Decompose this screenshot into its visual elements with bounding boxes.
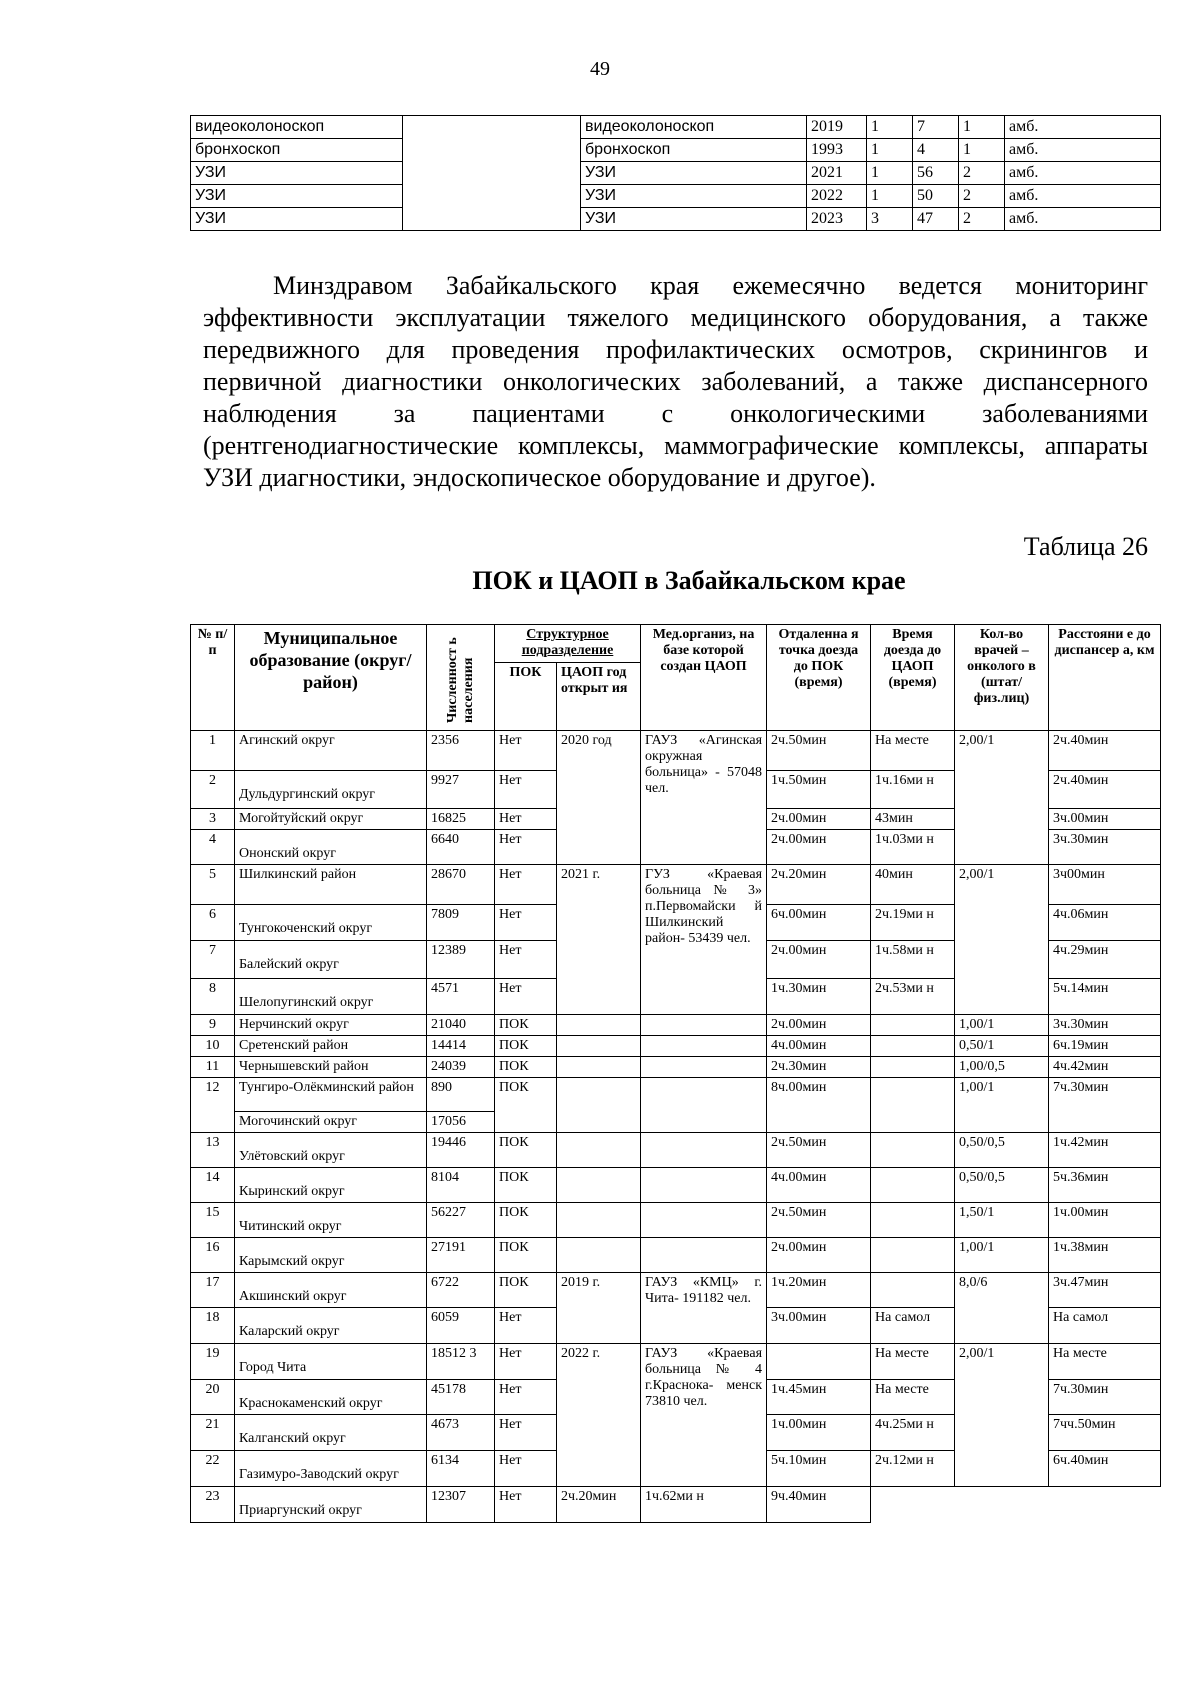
- remote-point-time: 2ч.00мин: [767, 830, 871, 865]
- equipment-count: 1: [867, 139, 913, 162]
- equipment-name: видеоколоноскоп: [191, 116, 403, 139]
- row-number: 17: [191, 1273, 235, 1308]
- caop-year: [557, 1015, 641, 1036]
- equipment-year: 2023: [807, 208, 867, 231]
- pok-status: Нет: [495, 731, 557, 771]
- pok-status: Нет: [495, 1308, 557, 1344]
- distance-to-dispensary: 1ч.42мин: [1049, 1133, 1161, 1168]
- equipment-name: УЗИ: [191, 208, 403, 231]
- equipment-row: [191, 208, 1161, 231]
- population: 19446: [427, 1133, 495, 1168]
- equipment-mode: амб.: [1005, 116, 1161, 139]
- pok-status: Нет: [495, 830, 557, 865]
- pok-status: ПОК: [495, 1133, 557, 1168]
- table-row: [191, 1015, 1161, 1036]
- medical-organization: ГАУЗ «КМЦ» г. Чита- 191182 чел.: [641, 1273, 767, 1344]
- oncologists-count: 8,0/6: [955, 1273, 1049, 1344]
- row-number: 13: [191, 1133, 235, 1168]
- caop-year: 2022 г.: [557, 1344, 641, 1487]
- caop-year: 2019 г.: [557, 1273, 641, 1344]
- population: 2356: [427, 731, 495, 771]
- travel-time: 2ч.12ми н: [871, 1451, 955, 1487]
- table-row: [191, 1078, 1161, 1112]
- pok-status: ПОК: [495, 1036, 557, 1057]
- remote-point-time: 1ч.45мин: [767, 1380, 871, 1415]
- caop-year: [557, 1168, 641, 1203]
- oncologists-count: 2,00/1: [955, 865, 1049, 1015]
- distance-to-dispensary: 7ч.30мин: [1049, 1078, 1161, 1133]
- municipality-name: Краснокаменский округ: [235, 1380, 427, 1415]
- row-number: 11: [191, 1057, 235, 1078]
- row-number: 4: [191, 830, 235, 865]
- equipment-name: бронхоскоп: [581, 139, 807, 162]
- row-number: 14: [191, 1168, 235, 1203]
- distance-to-dispensary: 2ч.40мин: [1049, 771, 1161, 809]
- municipality-name: Балейский округ: [235, 941, 427, 979]
- distance-to-dispensary: 2ч.40мин: [1049, 731, 1161, 771]
- medical-organization: [641, 1168, 767, 1203]
- travel-time: 2ч.19ми н: [871, 905, 955, 941]
- equipment-mode: амб.: [1005, 162, 1161, 185]
- caop-year: [557, 1133, 641, 1168]
- oncologists-count: 1,00/1: [955, 1078, 1049, 1133]
- municipality-name: Тунгиро-Олёкминский район: [235, 1078, 427, 1112]
- remote-point-time: 2ч.20мин: [557, 1487, 641, 1523]
- travel-time: [871, 1015, 955, 1036]
- remote-point-time: 2ч.50мин: [767, 1133, 871, 1168]
- equipment-value: 2: [959, 185, 1005, 208]
- population: 12307: [427, 1487, 495, 1523]
- population: 21040: [427, 1015, 495, 1036]
- caop-year: 2020 год: [557, 731, 641, 865]
- equipment-value: 1: [959, 139, 1005, 162]
- remote-point-time: 5ч.10мин: [767, 1451, 871, 1487]
- table-row: [191, 1036, 1161, 1057]
- travel-time: [871, 1238, 955, 1273]
- header-medorg: Мед.организ, на базе которой создан ЦАОП: [641, 625, 767, 731]
- equipment-name: УЗИ: [191, 185, 403, 208]
- travel-time: На месте: [871, 731, 955, 771]
- municipality-name: Акшинский округ: [235, 1273, 427, 1308]
- distance-to-dispensary: 5ч.14мин: [1049, 979, 1161, 1015]
- pok-status: ПОК: [495, 1168, 557, 1203]
- pok-status: Нет: [495, 1415, 557, 1451]
- medical-organization: [641, 1238, 767, 1273]
- remote-point-time: 1ч.00мин: [767, 1415, 871, 1451]
- equipment-row: [191, 162, 1161, 185]
- row-number: 20: [191, 1380, 235, 1415]
- caop-year: 2021 г.: [557, 865, 641, 1015]
- page-number: 49: [590, 58, 610, 80]
- pok-status: Нет: [495, 771, 557, 809]
- remote-point-time: 3ч.00мин: [767, 1308, 871, 1344]
- equipment-year: 2021: [807, 162, 867, 185]
- municipality-name: Ононский округ: [235, 830, 427, 865]
- distance-to-dispensary: 1ч.00мин: [1049, 1203, 1161, 1238]
- equipment-name: УЗИ: [191, 162, 403, 185]
- table-row: [191, 731, 1161, 771]
- table-row: [191, 1133, 1161, 1168]
- equipment-count: 1: [867, 185, 913, 208]
- remote-point-time: 2ч.00мин: [767, 1238, 871, 1273]
- remote-point-time: 1ч.20мин: [767, 1273, 871, 1308]
- population: 17056: [427, 1112, 495, 1133]
- population: 24039: [427, 1057, 495, 1078]
- pok-status: Нет: [495, 979, 557, 1015]
- equipment-mode: амб.: [1005, 185, 1161, 208]
- distance-to-dispensary: 4ч.06мин: [1049, 905, 1161, 941]
- equipment-name: УЗИ: [581, 162, 807, 185]
- travel-time: [871, 1133, 955, 1168]
- body-paragraph: Минздравом Забайкальского края ежемесячно ведется мониторинг эффективности эксплуатации тяжелого медицинского оборудования, а также передвижного для проведения профилактических осмотров, скринингов и первичной диагностики онкологических заболеваний, а также диспансерного наблюдения за пациентами с онкологическими заболеваниями (рентгенодиагностические комплексы, маммографические комплексы, аппараты УЗИ диагностики, эндоскопическое оборудование и другое).: [203, 271, 1148, 492]
- municipality-name: Нерчинский округ: [235, 1015, 427, 1036]
- oncologists-count: 0,50/1: [955, 1036, 1049, 1057]
- row-number: 23: [191, 1487, 235, 1523]
- oncologists-count: 2,00/1: [955, 731, 1049, 865]
- municipality-name: Могойтуйский округ: [235, 809, 427, 830]
- empty-cell: [403, 116, 581, 231]
- population: 6059: [427, 1308, 495, 1344]
- municipality-name: Каларский округ: [235, 1308, 427, 1344]
- municipality-name: Чернышевский район: [235, 1057, 427, 1078]
- caop-year: [557, 1078, 641, 1133]
- municipality-name: Кыринский округ: [235, 1168, 427, 1203]
- pok-status: ПОК: [495, 1203, 557, 1238]
- header-municipality: Муниципальное образование (округ/район): [235, 625, 427, 731]
- remote-point-time: 2ч.00мин: [767, 1015, 871, 1036]
- oncologists-count: 1,00/0,5: [955, 1057, 1049, 1078]
- row-number: 1: [191, 731, 235, 771]
- equipment-mode: амб.: [1005, 208, 1161, 231]
- municipality-name: Калганский округ: [235, 1415, 427, 1451]
- distance-to-dispensary: 3ч.30мин: [1049, 1015, 1161, 1036]
- distance-to-dispensary: 6ч.40мин: [1049, 1451, 1161, 1487]
- equipment-count: 1: [867, 162, 913, 185]
- municipality-name: Город Чита: [235, 1344, 427, 1380]
- population: 27191: [427, 1238, 495, 1273]
- travel-time: [871, 1168, 955, 1203]
- population: 6640: [427, 830, 495, 865]
- municipality-name: Улётовский округ: [235, 1133, 427, 1168]
- row-number: 19: [191, 1344, 235, 1380]
- medical-organization: ГАУЗ «Краевая больница № 4 г.Краснока- менск 73810 чел.: [641, 1344, 767, 1487]
- municipality-name: Агинский округ: [235, 731, 427, 771]
- header-travel-time: Время доезда до ЦАОП (время): [871, 625, 955, 731]
- travel-time: [871, 1203, 955, 1238]
- travel-time: [871, 1057, 955, 1078]
- remote-point-time: 1ч.50мин: [767, 771, 871, 809]
- travel-time: На самол: [871, 1308, 955, 1344]
- population: 4571: [427, 979, 495, 1015]
- row-number: 18: [191, 1308, 235, 1344]
- remote-point-time: [767, 1344, 871, 1380]
- remote-point-time: 2ч.00мин: [767, 941, 871, 979]
- pok-status: Нет: [495, 941, 557, 979]
- equipment-count: 3: [867, 208, 913, 231]
- population: 8104: [427, 1168, 495, 1203]
- equipment-row: [191, 116, 1161, 139]
- equipment-value: 7: [913, 116, 959, 139]
- travel-time: На месте: [871, 1380, 955, 1415]
- table-number: Таблица 26: [1023, 532, 1148, 561]
- pok-status: Нет: [495, 865, 557, 905]
- remote-point-time: 8ч.00мин: [767, 1078, 871, 1133]
- medical-organization: [641, 1133, 767, 1168]
- table-row: [191, 1344, 1161, 1380]
- municipality-name: Читинский округ: [235, 1203, 427, 1238]
- row-number: 21: [191, 1415, 235, 1451]
- distance-to-dispensary: 3ч.00мин: [1049, 809, 1161, 830]
- oncologists-count: 0,50/0,5: [955, 1133, 1049, 1168]
- pok-status: Нет: [495, 1344, 557, 1380]
- travel-time: 43мин: [871, 809, 955, 830]
- travel-time: 40мин: [871, 865, 955, 905]
- municipality-name: Шелопугинский округ: [235, 979, 427, 1015]
- distance-to-dispensary: 9ч.40мин: [767, 1487, 871, 1523]
- pok-status: Нет: [495, 1451, 557, 1487]
- equipment-value: 2: [959, 162, 1005, 185]
- table-row: [191, 1273, 1161, 1308]
- pok-status: Нет: [495, 1487, 557, 1523]
- equipment-mode: амб.: [1005, 139, 1161, 162]
- row-number: 8: [191, 979, 235, 1015]
- distance-to-dispensary: 3ч00мин: [1049, 865, 1161, 905]
- remote-point-time: 4ч.00мин: [767, 1168, 871, 1203]
- remote-point-time: 2ч.50мин: [767, 731, 871, 771]
- pok-status: Нет: [495, 809, 557, 830]
- equipment-table: [190, 115, 1161, 231]
- population: 14414: [427, 1036, 495, 1057]
- distance-to-dispensary: 7чч.50мин: [1049, 1415, 1161, 1451]
- distance-to-dispensary: 3ч.30мин: [1049, 830, 1161, 865]
- row-number: 10: [191, 1036, 235, 1057]
- equipment-name: бронхоскоп: [191, 139, 403, 162]
- oncologists-count: 1,00/1: [955, 1238, 1049, 1273]
- travel-time: 1ч.62ми н: [641, 1487, 767, 1523]
- distance-to-dispensary: 5ч.36мин: [1049, 1168, 1161, 1203]
- pok-status: Нет: [495, 905, 557, 941]
- oncologists-count: 0,50/0,5: [955, 1168, 1049, 1203]
- main-table: [190, 624, 1161, 1523]
- oncologists-count: 2,00/1: [955, 1344, 1049, 1487]
- municipality-name: Шилкинский район: [235, 865, 427, 905]
- travel-time: 4ч.25ми н: [871, 1415, 955, 1451]
- remote-point-time: 2ч.50мин: [767, 1203, 871, 1238]
- pok-status: ПОК: [495, 1057, 557, 1078]
- municipality-name: Могочинский округ: [235, 1112, 427, 1133]
- row-number: 9: [191, 1015, 235, 1036]
- row-number: 7: [191, 941, 235, 979]
- population: 28670: [427, 865, 495, 905]
- population: 9927: [427, 771, 495, 809]
- equipment-value: 4: [913, 139, 959, 162]
- travel-time: [871, 1273, 955, 1308]
- distance-to-dispensary: На самол: [1049, 1308, 1161, 1344]
- equipment-name: видеоколоноскоп: [581, 116, 807, 139]
- remote-point-time: 1ч.30мин: [767, 979, 871, 1015]
- caop-year: [557, 1057, 641, 1078]
- caop-year: [557, 1036, 641, 1057]
- population: 7809: [427, 905, 495, 941]
- row-number: 16: [191, 1238, 235, 1273]
- header-structural: Структурное подразделение: [495, 625, 641, 663]
- equipment-row: [191, 185, 1161, 208]
- distance-to-dispensary: 3ч.47мин: [1049, 1273, 1161, 1308]
- medical-organization: [641, 1015, 767, 1036]
- equipment-value: 56: [913, 162, 959, 185]
- row-number: 6: [191, 905, 235, 941]
- municipality-name: Дульдургинский округ: [235, 771, 427, 809]
- municipality-name: Приаргунский округ: [235, 1487, 427, 1523]
- remote-point-time: 2ч.00мин: [767, 809, 871, 830]
- table-row: [191, 1203, 1161, 1238]
- travel-time: На месте: [871, 1344, 955, 1380]
- medical-organization: ГУЗ «Краевая больница № 3» п.Первомайски й Шилкинский район- 53439 чел.: [641, 865, 767, 1015]
- equipment-value: 1: [959, 116, 1005, 139]
- population: 16825: [427, 809, 495, 830]
- travel-time: 1ч.58ми н: [871, 941, 955, 979]
- table-row: [191, 865, 1161, 905]
- equipment-year: 1993: [807, 139, 867, 162]
- equipment-count: 1: [867, 116, 913, 139]
- distance-to-dispensary: 4ч.42мин: [1049, 1057, 1161, 1078]
- table-row: [191, 1487, 1161, 1523]
- municipality-name: Газимуро-Заводский округ: [235, 1451, 427, 1487]
- oncologists-count: 1,50/1: [955, 1203, 1049, 1238]
- equipment-value: 50: [913, 185, 959, 208]
- remote-point-time: 2ч.30мин: [767, 1057, 871, 1078]
- travel-time: [871, 1036, 955, 1057]
- header-pok: ПОК: [495, 663, 557, 731]
- municipality-name: Сретенский район: [235, 1036, 427, 1057]
- population: 12389: [427, 941, 495, 979]
- medical-organization: [641, 1036, 767, 1057]
- travel-time: 1ч.03ми н: [871, 830, 955, 865]
- travel-time: [871, 1078, 955, 1133]
- pok-status: ПОК: [495, 1238, 557, 1273]
- header-doctors: Кол-во врачей – онколого в (штат/ физ.лиц): [955, 625, 1049, 731]
- pok-status: ПОК: [495, 1015, 557, 1036]
- remote-point-time: 6ч.00мин: [767, 905, 871, 941]
- distance-to-dispensary: 1ч.38мин: [1049, 1238, 1161, 1273]
- table-row: [191, 1238, 1161, 1273]
- pok-status: Нет: [495, 1380, 557, 1415]
- row-number: 2: [191, 771, 235, 809]
- population: 18512 3: [427, 1344, 495, 1380]
- remote-point-time: 2ч.20мин: [767, 865, 871, 905]
- header-population: Численност ь населения: [427, 625, 495, 731]
- pok-status: ПОК: [495, 1078, 557, 1133]
- remote-point-time: 4ч.00мин: [767, 1036, 871, 1057]
- distance-to-dispensary: На месте: [1049, 1344, 1161, 1380]
- oncologists-count: 1,00/1: [955, 1015, 1049, 1036]
- equipment-value: 47: [913, 208, 959, 231]
- medical-organization: [641, 1203, 767, 1238]
- medical-organization: ГАУЗ «Агинская окружная больница» - 57048 чел.: [641, 731, 767, 865]
- header-caop-year: ЦАОП год открыт ия: [557, 663, 641, 731]
- population: 6134: [427, 1451, 495, 1487]
- table-row: [191, 1168, 1161, 1203]
- municipality-name: Карымский округ: [235, 1238, 427, 1273]
- header-num: № п/ п: [191, 625, 235, 731]
- row-number: 3: [191, 809, 235, 830]
- population: 45178: [427, 1380, 495, 1415]
- medical-organization: [641, 1057, 767, 1078]
- row-number: 22: [191, 1451, 235, 1487]
- equipment-row: [191, 139, 1161, 162]
- pok-status: ПОК: [495, 1273, 557, 1308]
- row-number: 15: [191, 1203, 235, 1238]
- equipment-name: УЗИ: [581, 208, 807, 231]
- medical-organization: [641, 1078, 767, 1133]
- row-number: 5: [191, 865, 235, 905]
- distance-to-dispensary: 7ч.30мин: [1049, 1380, 1161, 1415]
- row-number: 12: [191, 1078, 235, 1133]
- equipment-year: 2022: [807, 185, 867, 208]
- municipality-name: Тунгокоченский округ: [235, 905, 427, 941]
- caop-year: [557, 1203, 641, 1238]
- population: 6722: [427, 1273, 495, 1308]
- distance-to-dispensary: 6ч.19мин: [1049, 1036, 1161, 1057]
- header-remote-point: Отдаленна я точка доезда до ПОК (время): [767, 625, 871, 731]
- travel-time: 2ч.53ми н: [871, 979, 955, 1015]
- equipment-year: 2019: [807, 116, 867, 139]
- equipment-value: 2: [959, 208, 1005, 231]
- header-distance: Расстояни е до диспансер а, км: [1049, 625, 1161, 731]
- caop-year: [557, 1238, 641, 1273]
- population: 890: [427, 1078, 495, 1112]
- travel-time: 1ч.16ми н: [871, 771, 955, 809]
- distance-to-dispensary: 4ч.29мин: [1049, 941, 1161, 979]
- table-row: [191, 1057, 1161, 1078]
- population: 4673: [427, 1415, 495, 1451]
- population: 56227: [427, 1203, 495, 1238]
- table-title: ПОК и ЦАОП в Забайкальском крае: [472, 566, 906, 595]
- equipment-name: УЗИ: [581, 185, 807, 208]
